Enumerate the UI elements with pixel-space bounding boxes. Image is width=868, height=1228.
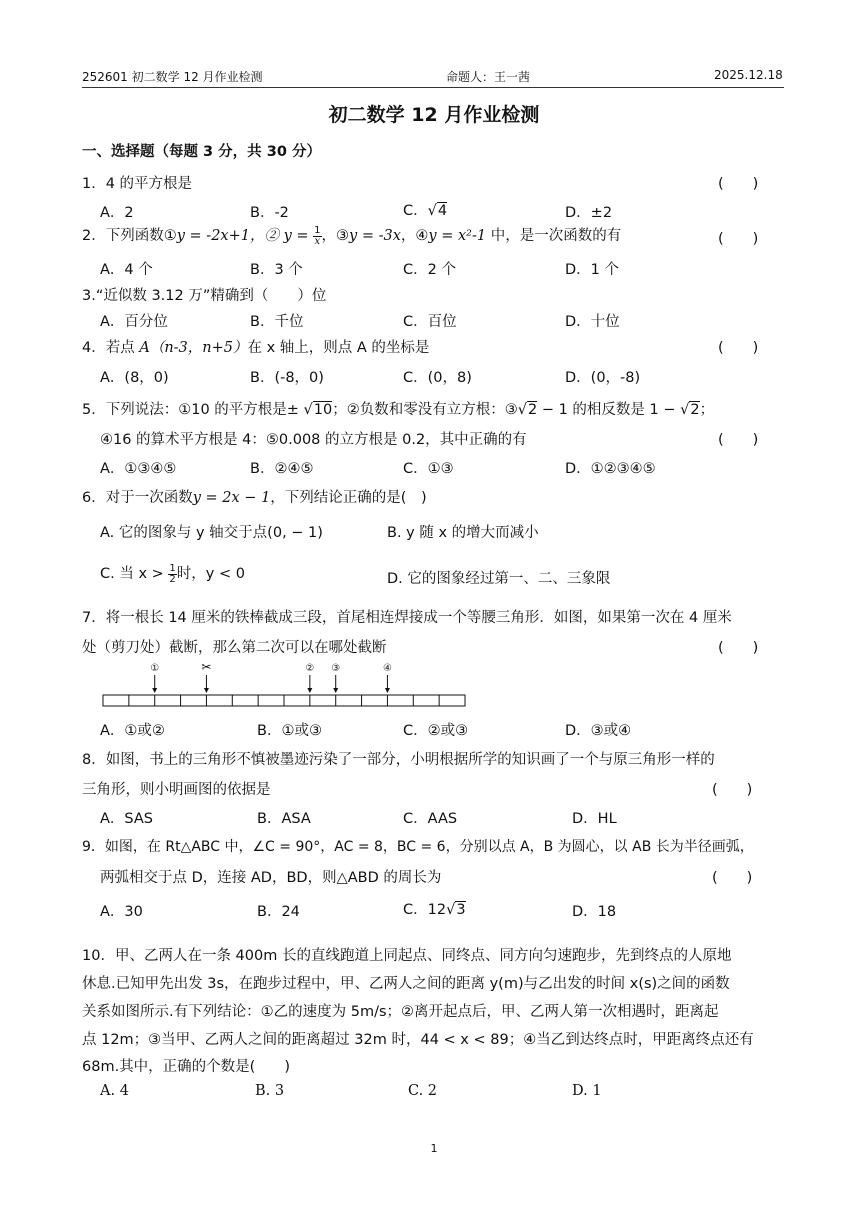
q6-option-a: A. 它的图象与 y 轴交于点(0, − 1) [100, 525, 323, 541]
q7-option-c: C．②或③ [403, 723, 469, 739]
q9-line2: 两弧相交于点 D，连接 AD，BD，则△ABD 的周长为 [100, 870, 442, 886]
q10-line2: 休息.已知甲先出发 3s，在跑步过程中，甲、乙两人之间的距离 y(m)与乙出发的时间 x(s)之间的函数 [82, 976, 730, 992]
q8-option-b: B．ASA [257, 811, 311, 827]
q9-option-c: C．12√3 [403, 902, 466, 918]
marker-1: ① [150, 663, 160, 674]
header-right: 2025.12.18 [714, 68, 783, 82]
q2-option-a: A．4 个 [100, 262, 153, 278]
q10-option-c: C. 2 [408, 1083, 438, 1099]
q8-line1: 8．如图，书上的三角形不慎被墨迹污染了一部分，小明根据所学的知识画了一个与原三角形一样的 [82, 752, 715, 768]
marker-2: ② [305, 663, 315, 674]
marker-4: ④ [382, 663, 392, 674]
q9-option-a: A．30 [100, 904, 143, 920]
q5-answer-paren: ( ) [718, 432, 759, 448]
q9-answer-paren: ( ) [712, 870, 753, 886]
q1-stem: 1．4 的平方根是 [82, 176, 193, 192]
q6-stem: 6．对于一次函数y = 2x − 1，下列结论正确的是( ) [82, 490, 427, 506]
q8-answer-paren: ( ) [712, 782, 753, 798]
q2-option-b: B．3 个 [250, 262, 303, 278]
q4-option-c: C．(0，8) [403, 370, 472, 386]
q1-option-a: A．2 [100, 205, 134, 221]
q10-line3: 关系如图所示.有下列结论：①乙的速度为 5m/s；②离开起点后，甲、乙两人第一次相遇时，距离起 [82, 1004, 719, 1020]
q4-answer-paren: ( ) [718, 340, 759, 356]
q9-option-b: B．24 [257, 904, 300, 920]
q9-line1: 9．如图，在 Rt△ABC 中，∠C = 90°，AC = 8，BC = 6，分别以点 A，B 为圆心，以 AB 长为半径画弧， [82, 839, 754, 855]
q3-option-b: B．千位 [250, 314, 304, 330]
q7-answer-paren: ( ) [718, 640, 759, 656]
marker-arrowhead [385, 688, 390, 693]
section-heading: 一、选择题（每题 3 分，共 30 分） [82, 144, 321, 160]
page-number: 1 [430, 1142, 438, 1155]
q4-option-d: D．(0，-8) [565, 370, 641, 386]
q6-option-d: D. 它的图象经过第一、二、三象限 [387, 571, 611, 587]
q1-option-c: C．√4 [403, 203, 448, 219]
q8-option-d: D．HL [572, 811, 617, 827]
q4-option-a: A．(8，0) [100, 370, 169, 386]
q3-option-d: D．十位 [565, 314, 620, 330]
q6-option-c: C. 当 x > $\frac{1}{2}$ 时，y < 0 [100, 562, 245, 585]
q5-line2: ④16 的算术平方根是 4：⑤0.008 的立方根是 0.2，其中正确的有 [100, 432, 527, 448]
q7-option-b: B．①或③ [257, 723, 322, 739]
q10-option-d: D. 1 [572, 1083, 602, 1099]
q4-option-b: B．(-8，0) [250, 370, 324, 386]
q8-option-a: A．SAS [100, 811, 154, 827]
marker-arrowhead [307, 688, 312, 693]
q4-stem: 4．若点 A（n-3，n+5）在 x 轴上，则点 A 的坐标是 [82, 340, 430, 356]
q5-option-d: D．①②③④⑤ [565, 461, 656, 477]
page-title: 初二数学 12 月作业检测 [328, 104, 540, 126]
q10-line4: 点 12m；③当甲、乙两人之间的距离超过 32m 时，44 < x < 89；④当乙到达终点时，甲距离终点还有 [82, 1032, 754, 1048]
q7-line2: 处（剪刀处）截断，那么第二次可以在哪处截断 [82, 640, 387, 656]
marker-arrowhead [204, 688, 209, 693]
q7-option-d: D．③或④ [565, 723, 632, 739]
q10-line1: 10．甲、乙两人在一条 400m 长的直线跑道上同起点、同终点、同方向匀速跑步，先到终点的人原地 [82, 948, 732, 964]
q5-option-b: B．②④⑤ [250, 461, 314, 477]
q2-stem: 2．下列函数①y = -2x+1，② y = $\frac{1}{x}$ ，③y = -3x，④y = x²-1 中，是一次函数的有 [82, 224, 622, 247]
q8-line2: 三角形，则小明画图的依据是 [82, 782, 271, 798]
q7-option-a: A．①或② [100, 723, 165, 739]
q3-option-a: A．百分位 [100, 314, 168, 330]
q5-line1: 5．下列说法：①10 的平方根是± √10；②负数和零没有立方根：③√2 − 1 的相反数是 1 − √2； [82, 402, 715, 418]
header-center: 命题人：王一茜 [446, 70, 531, 84]
q9-option-d: D．18 [572, 904, 617, 920]
q5-option-c: C．①③ [403, 461, 454, 477]
q2-option-d: D．1 个 [565, 262, 619, 278]
marker-arrowhead [152, 688, 157, 693]
q2-answer-paren: ( ) [718, 231, 759, 247]
q7-rod-diagram [100, 658, 470, 710]
q7-line1: 7．将一根长 14 厘米的铁棒截成三段，首尾相连焊接成一个等腰三角形．如图，如果第一次在 4 厘米 [82, 610, 732, 626]
scissors-icon: ✂ [201, 660, 212, 674]
q3-option-c: C．百位 [403, 314, 457, 330]
header-left: 252601 初二数学 12 月作业检测 [82, 70, 263, 84]
q6-option-b: B. y 随 x 的增大而减小 [387, 525, 539, 541]
q1-answer-paren: ( ) [718, 176, 759, 192]
q3-stem: 3.“近似数 3.12 万”精确到（ ）位 [82, 288, 327, 304]
q8-option-c: C．AAS [403, 811, 458, 827]
q2-option-c: C．2 个 [403, 262, 456, 278]
q10-line5: 68m.其中，正确的个数是( ) [82, 1059, 290, 1075]
header-rule [82, 87, 784, 88]
marker-arrowhead [333, 688, 338, 693]
q10-option-b: B. 3 [255, 1083, 285, 1099]
q1-option-b: B．-2 [250, 205, 289, 221]
marker-3: ③ [331, 663, 341, 674]
q10-option-a: A. 4 [100, 1083, 129, 1099]
q1-option-d: D．±2 [565, 205, 613, 221]
q5-option-a: A．①③④⑤ [100, 461, 177, 477]
